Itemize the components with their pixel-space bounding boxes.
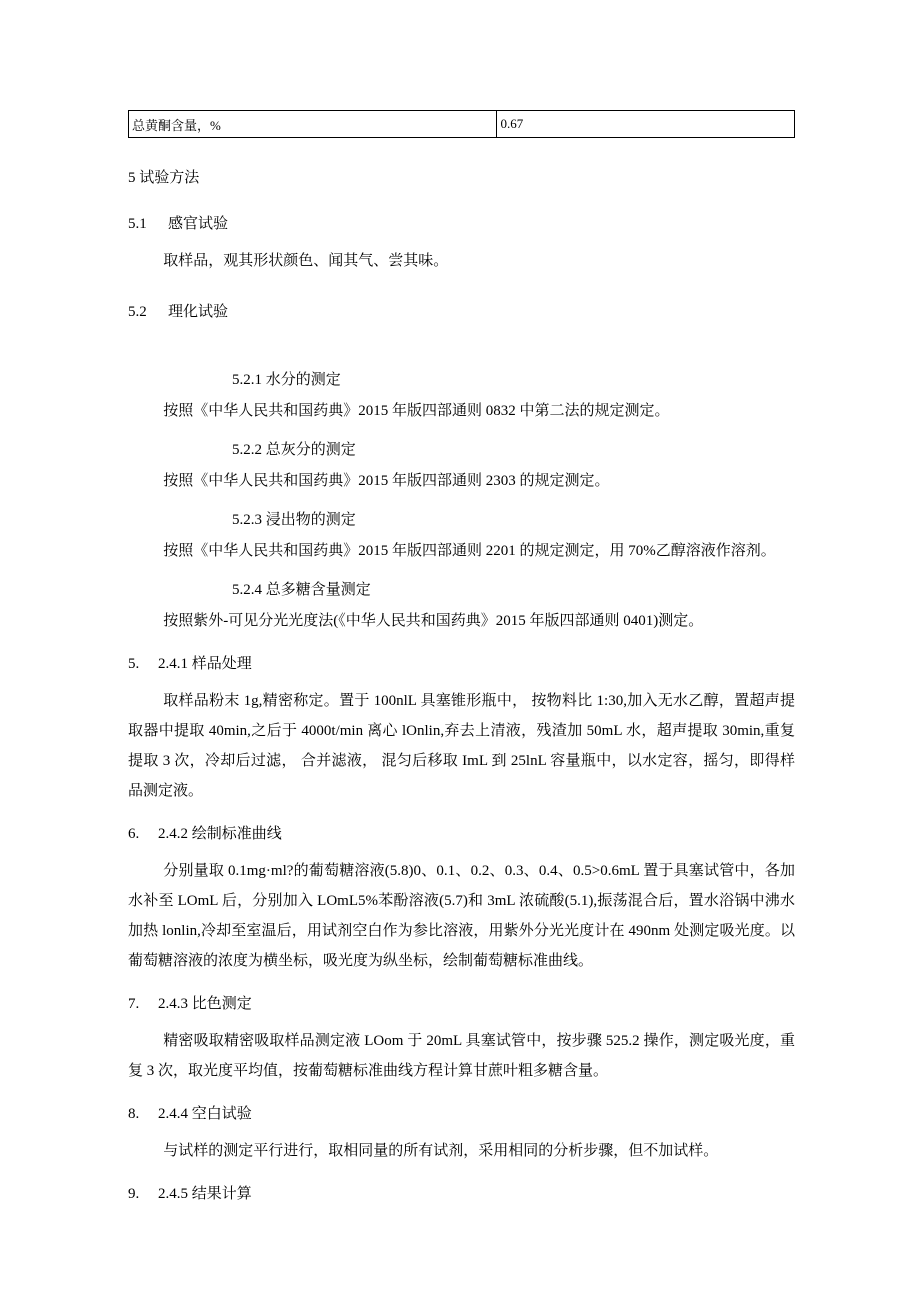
heading-section-5-test-methods: 5 试验方法	[128, 170, 200, 186]
heading-title: 2.4.1 样品处理	[158, 656, 252, 672]
table-cell-flavonoid-label: 总黄酮含量，%	[129, 111, 497, 138]
heading-number: 8.	[128, 1106, 140, 1122]
heading-title: 2.4.4 空白试验	[158, 1106, 252, 1122]
heading-5-2-physicochemical-test	[128, 302, 795, 322]
para-moisture-method: 按照《中华人民共和国药典》2015 年版四部通则 0832 中第二法的规定测定。	[163, 403, 670, 419]
heading-title: 2.4.2 绘制标准曲线	[158, 826, 282, 842]
heading-5-2-4-polysaccharide: 5.2.4 总多糖含量测定	[232, 582, 371, 598]
heading-number: 5.2	[128, 304, 147, 320]
heading-title: 理化试验	[168, 304, 229, 320]
heading-title: 感官试验	[168, 216, 229, 232]
heading-2-4-4-blank-test	[128, 1104, 795, 1124]
heading-number: 5.	[128, 656, 140, 672]
heading-number: 6.	[128, 826, 140, 842]
heading-2-4-3-colorimetric	[128, 994, 795, 1014]
heading-5-2-3-extract: 5.2.3 浸出物的测定	[232, 512, 356, 528]
para-sensory-test: 取样品，观其形状颜色、闻其气、尝其味。	[163, 253, 449, 269]
para-polysaccharide-method: 按照紫外-可见分光光度法(《中华人民共和国药典》2015 年版四部通则 0401)测定。	[163, 613, 704, 629]
table-row	[129, 111, 795, 138]
heading-number: 5.1	[128, 216, 147, 232]
para-blank-test: 与试样的测定平行进行，取相同量的所有试剂，采用相同的分析步骤，但不加试样。	[163, 1143, 719, 1159]
spec-table-fragment	[128, 110, 795, 138]
heading-2-4-2-standard-curve	[128, 824, 795, 844]
heading-title: 2.4.5 结果计算	[158, 1186, 252, 1202]
para-sample-processing: 取样品粉末 1g,精密称定。置于 100nlL 具塞锥形瓶中， 按物料比 1:30,加入无水乙醇，置超声提取器中提取 40min,之后于 4000t/min 离心 lOnlin,弃去上清液，残渣加 50mL 水，超声提取 30min,重复提取 3 次，冷却后过滤， 合并滤液， 混匀后移取 ImL 到 25lnL 容量瓶中，以水定容，摇匀，即得样品测定液。	[128, 693, 795, 799]
para-extract-method: 按照《中华人民共和国药典》2015 年版四部通则 2201 的规定测定，用 70%乙醇溶液作溶剂。	[163, 543, 776, 559]
heading-2-4-5-result-calculation	[128, 1184, 795, 1204]
heading-5-2-1-moisture: 5.2.1 水分的测定	[232, 372, 341, 388]
heading-2-4-1-sample-processing	[128, 654, 795, 674]
para-standard-curve: 分别量取 0.1mg·ml?的葡萄糖溶液(5.8)0、0.1、0.2、0.3、0.4、0.5>0.6mL 置于具塞试管中，各加水补至 LOmL 后，分别加入 LOmL5%苯酚溶液(5.7)和 3mL 浓硫酸(5.1),振荡混合后，置水浴锅中沸水加热 lonlin,冷却至室温后，用试剂空白作为参比溶液，用紫外分光光度计在 490nm 处测定吸光度。以葡萄糖溶液的浓度为横坐标，吸光度为纵坐标，绘制葡萄糖标准曲线。	[128, 863, 795, 969]
heading-5-2-2-total-ash: 5.2.2 总灰分的测定	[232, 442, 356, 458]
heading-title: 2.4.3 比色测定	[158, 996, 252, 1012]
heading-number: 7.	[128, 996, 140, 1012]
para-total-ash-method: 按照《中华人民共和国药典》2015 年版四部通则 2303 的规定测定。	[163, 473, 610, 489]
heading-number: 9.	[128, 1186, 140, 1202]
table-cell-flavonoid-value: 0.67	[497, 111, 795, 138]
heading-5-1-sensory-test	[128, 214, 795, 234]
para-colorimetric: 精密吸取精密吸取样品测定液 LOom 于 20mL 具塞试管中，按步骤 525.2 操作，测定吸光度，重复 3 次，取光度平均值，按葡萄糖标准曲线方程计算甘蔗叶粗多糖含量。	[128, 1033, 795, 1079]
